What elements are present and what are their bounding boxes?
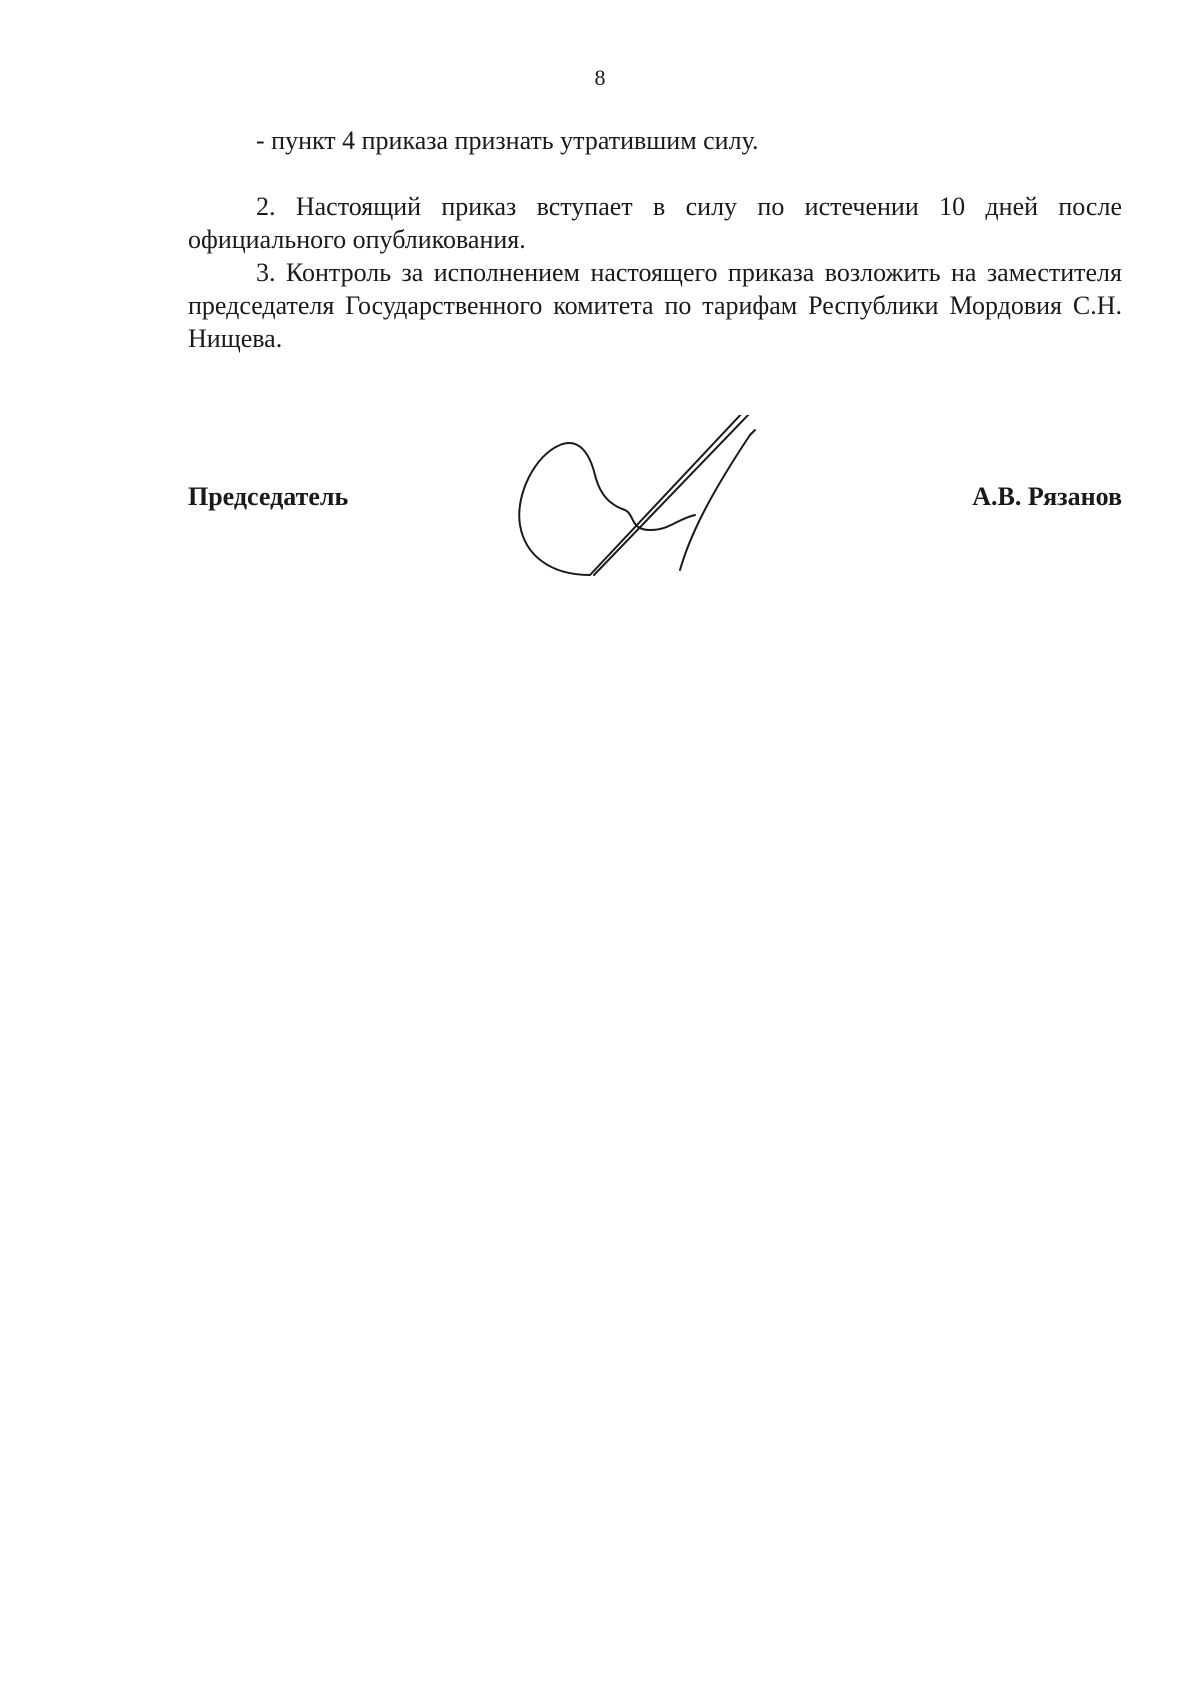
handwritten-signature xyxy=(510,415,830,635)
page-number: 8 xyxy=(594,65,606,90)
signatory-title: Председатель xyxy=(188,482,349,511)
paragraph-3: 3. Контроль за исполнением настоящего приказа возложить на заместителя председателя Государственного комитета по тарифам Республики Мордовия С.Н. Нищева. xyxy=(188,258,1122,353)
paragraph-2: 2. Настоящий приказ вступает в силу по истечении 10 дней после официального опубликования. xyxy=(188,192,1122,254)
signatory-name: А.В. Рязанов xyxy=(972,482,1122,511)
bullet-item: - пункт 4 приказа признать утратившим силу. xyxy=(256,126,759,155)
